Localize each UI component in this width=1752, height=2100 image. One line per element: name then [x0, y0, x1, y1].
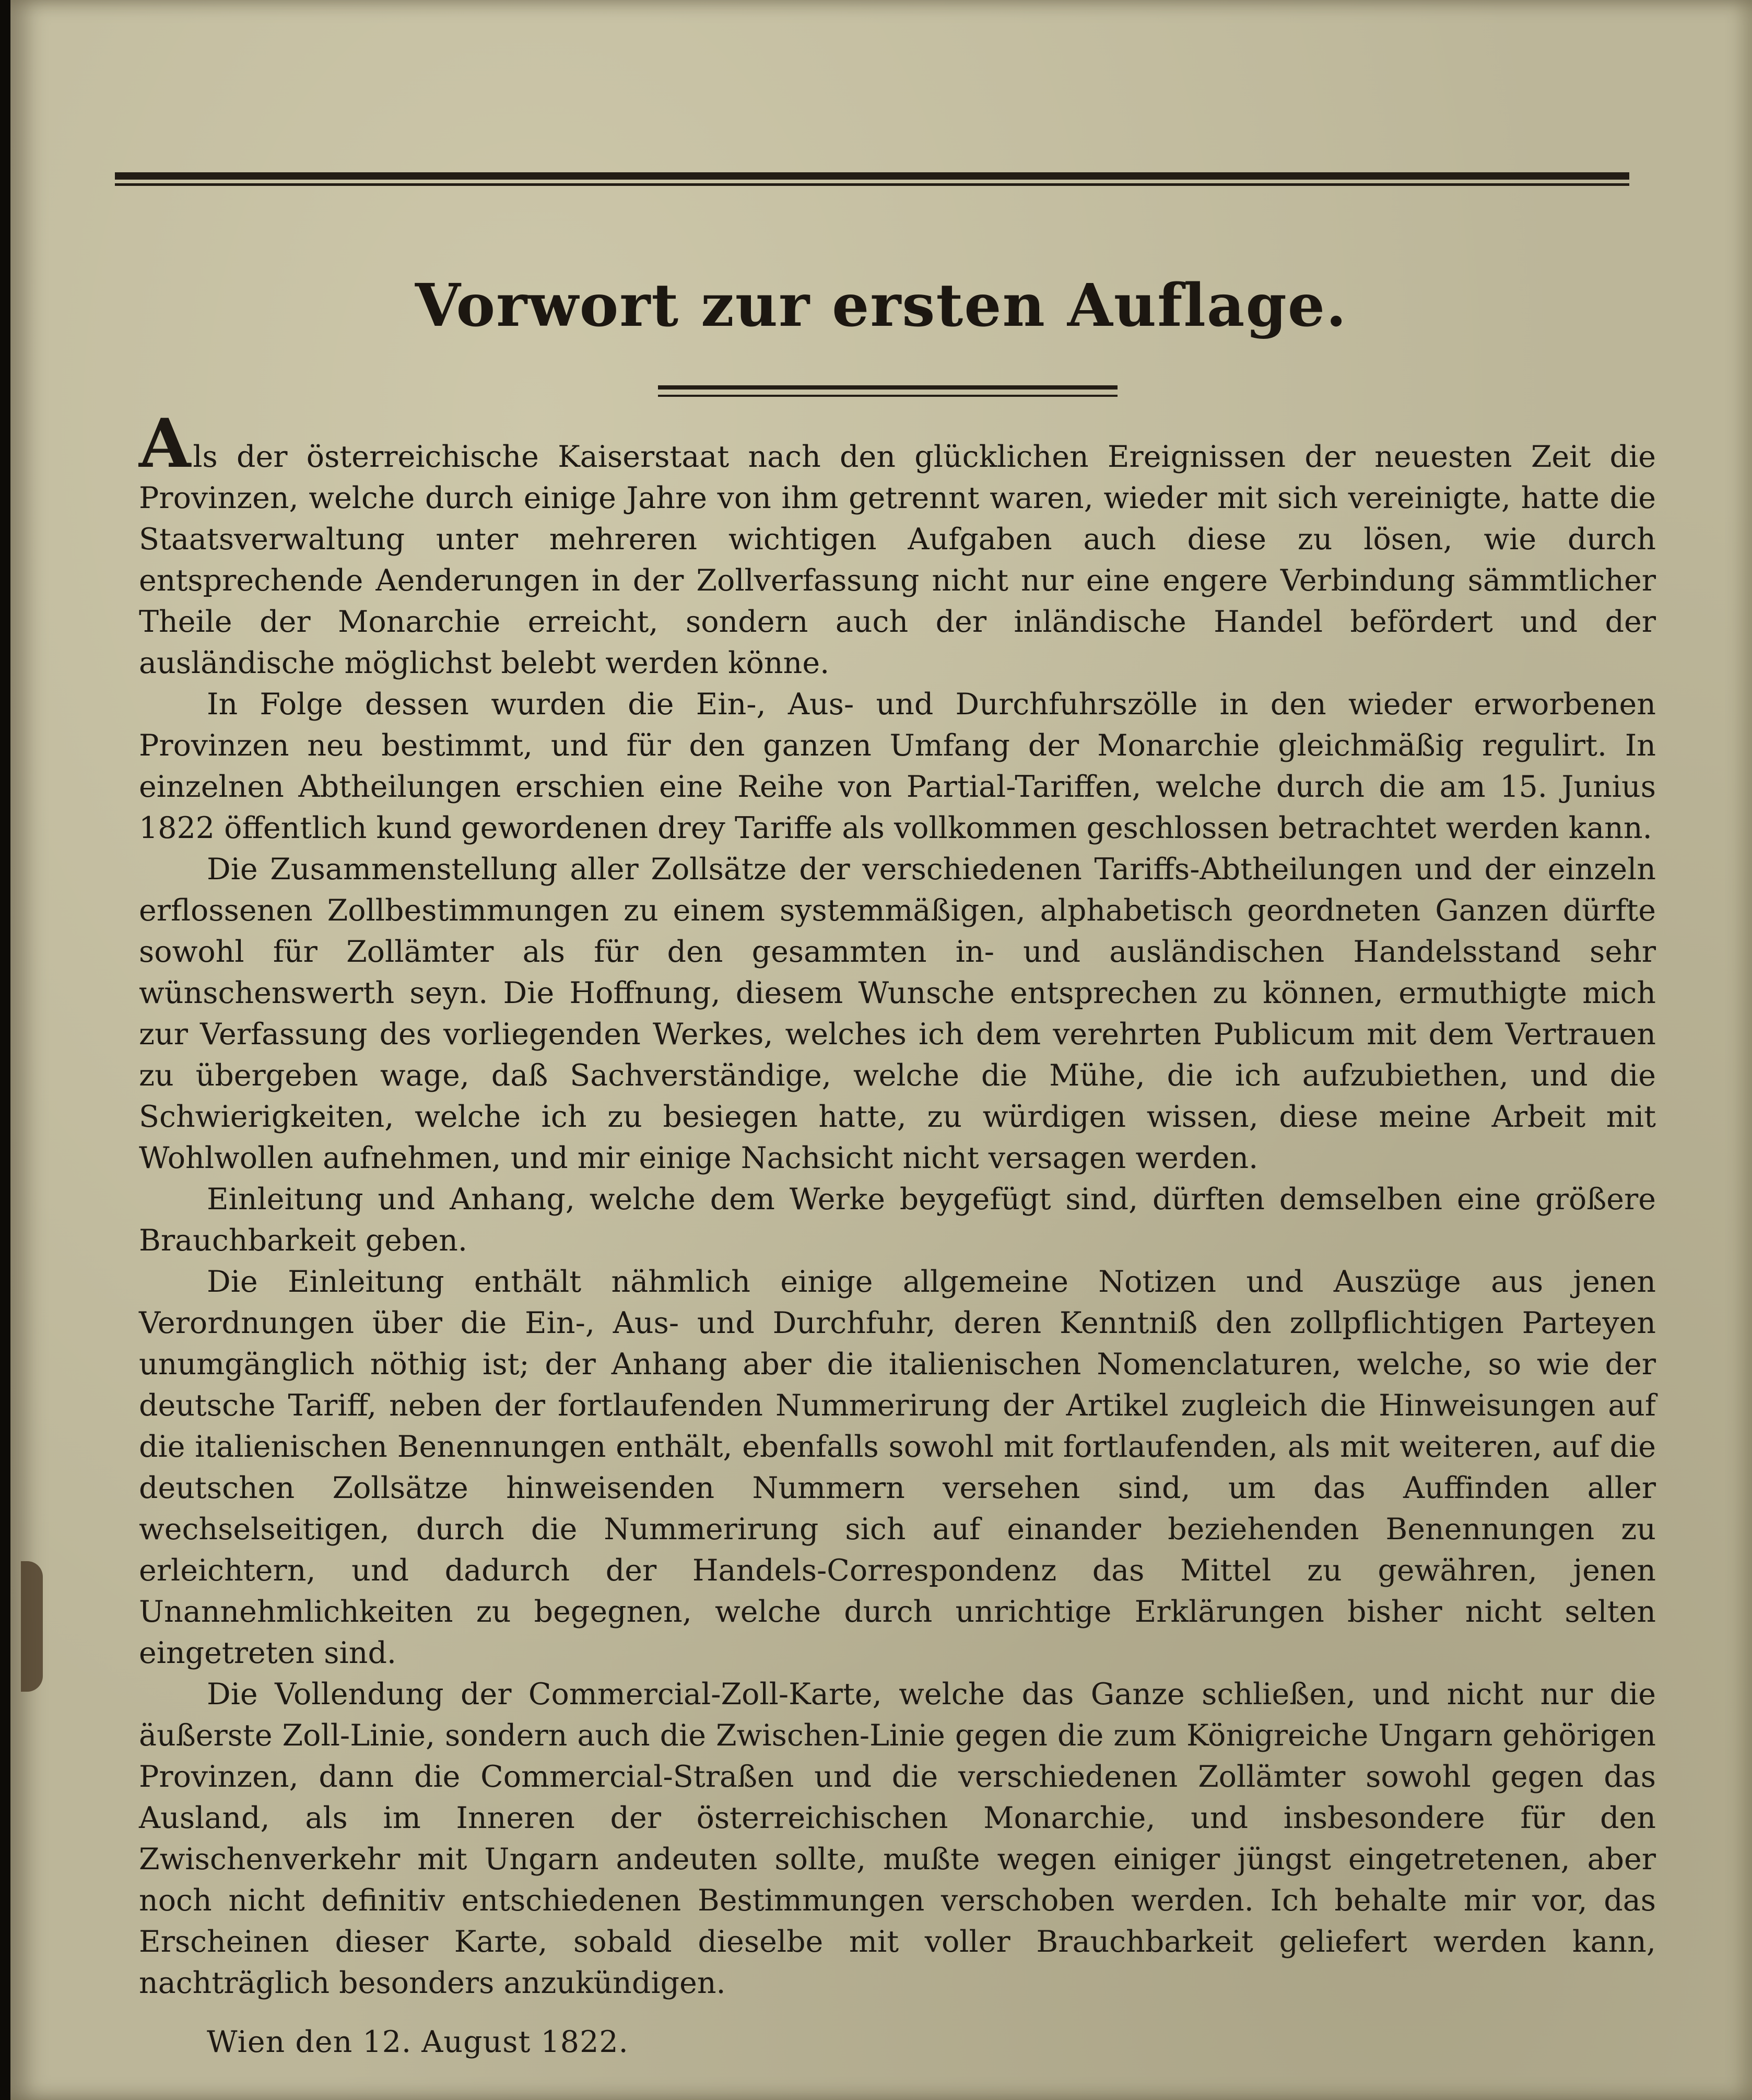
title-underline-rule: [658, 385, 1118, 397]
paragraph-5: Die Einleitung enthält nähmlich einige allgemeine Notizen und Auszüge aus jenen Verordnungen über die Ein-, Aus- und Durchfuhr, deren Kenntniß den zollpflichtigen Parteyen unumgänglich nöthig ist; der Anhang aber die italienischen Nomenclaturen, welche, so wie der deutsche Tariff, neben der fortlaufenden Nummerirung der Artikel zugleich die Hinweisungen auf die italienischen Benennungen enthält, ebenfalls sowohl mit fortlaufenden, als mit weiteren, auf die deutschen Zollsätze hinweisenden Nummern versehen sind, um das Auffinden aller wechselseitigen, durch die Nummerirung sich auf einander beziehenden Benennungen zu erleichtern, und dadurch der Handels-Correspondenz das Mittel zu gewähren, jenen Unannehmlichkeiten zu begegnen, welche durch unrichtige Erklärungen bisher nicht selten eingetreten sind.: [139, 1265, 1656, 1670]
preface-body: [139, 405, 1656, 2063]
paragraph-3: Die Zusammenstellung aller Zollsätze der verschiedenen Tariffs-Abtheilungen und der einzeln erflossenen Zollbestimmungen zu einem systemmäßigen, alphabetisch geordneten Ganzen dürfte sowohl für Zollämter als für den gesammten in- und ausländischen Handelsstand sehr wünschenswerth seyn. Die Hoffnung, diesem Wunsche entsprechen zu können, ermuthigte mich zur Verfassung des vorliegenden Werkes, welches ich dem verehrten Publicum mit dem Vertrauen zu übergeben wage, daß Sachverständige, welche die Mühe, die ich aufzubiethen, und die Schwierigkeiten, welche ich zu besiegen hatte, zu würdigen wissen, diese meine Arbeit mit Wohlwollen aufnehmen, und mir einige Nachsicht nicht versagen werden.: [139, 852, 1656, 1175]
book-page: [10, 0, 1752, 2100]
top-double-rule: [115, 172, 1629, 186]
paragraph-1: [139, 405, 1656, 684]
paragraph-2: In Folge dessen wurden die Ein-, Aus- und Durchfuhrszölle in den wieder erworbenen Provinzen neu bestimmt, und für den ganzen Umfang der Monarchie gleichmäßig regulirt. In einzelnen Abtheilungen erschien eine Reihe von Partial-Tariffen, welche durch die am 15. Junius 1822 öffentlich kund gewordenen drey Tariffe als vollkommen geschlossen betrachtet werden kann.: [139, 687, 1656, 845]
paragraph-4: Einleitung und Anhang, welche dem Werke beygefügt sind, dürften demselben eine größere Brauchbarkeit geben.: [139, 1182, 1656, 1258]
paragraph-1-text: ls der österreichische Kaiserstaat nach den glücklichen Ereignissen der neuesten Zeit die Provinzen, welche durch einige Jahre von ihm getrennt waren, wieder mit sich vereinigte, hatte die Staatsverwaltung unter mehreren wichtigen Aufgaben auch diese zu lösen, wie durch entsprechende Aenderungen in der Zollverfassung nicht nur eine engere Verbindung sämmtlicher Theile der Monarchie erreicht, sondern auch der inländische Handel befördert und der ausländische möglichst belebt werden könne.: [139, 440, 1656, 680]
page-stain: [21, 1561, 43, 1692]
paragraph-6: Die Vollendung der Commercial-Zoll-Karte, welche das Ganze schließen, und nicht nur die äußerste Zoll-Linie, sondern auch die Zwischen-Linie gegen die zum Königreiche Ungarn gehörigen Provinzen, dann die Commercial-Straßen und die verschiedenen Zollämter sowohl gegen das Ausland, als im Inneren der österreichischen Monarchie, und insbesondere für den Zwischenverkehr mit Ungarn andeuten sollte, mußte wegen einiger jüngst eingetretenen, aber noch nicht definitiv entschiedenen Bestimmungen verschoben werden. Ich behalte mir vor, das Erscheinen dieser Karte, sobald dieselbe mit voller Brauchbarkeit geliefert werden kann, nachträglich besonders anzukündigen.: [139, 1677, 1656, 2000]
drop-cap: A: [139, 405, 191, 483]
page-title: Vorwort zur ersten Auflage.: [415, 272, 1348, 340]
signature-date-line: Wien den 12. August 1822.: [207, 2025, 629, 2059]
